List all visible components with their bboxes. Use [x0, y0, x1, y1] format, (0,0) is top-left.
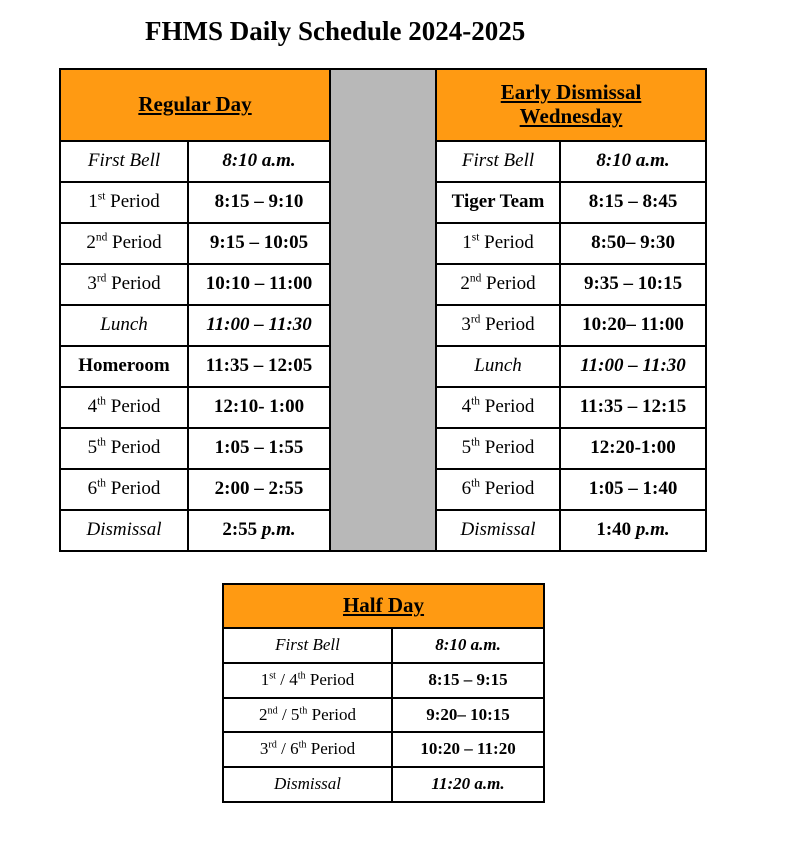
regular-time-cell	[188, 223, 330, 264]
half-time-cell	[392, 663, 544, 698]
regular-time-cell	[188, 346, 330, 387]
half-time-cell	[392, 767, 544, 802]
period-number: 5	[87, 437, 98, 459]
time-suffix: p.m.	[257, 519, 296, 541]
time-value: 9:20– 10:15	[426, 704, 510, 724]
time-value: 10:10 – 11:00	[205, 273, 313, 295]
regular-time-cell	[188, 469, 330, 510]
time-value: 9:35 – 10:15	[583, 273, 683, 295]
early-label-cell	[436, 141, 560, 182]
period-label: Period	[106, 273, 161, 295]
ordinal-suffix: th	[298, 739, 307, 751]
half-label-cell	[223, 628, 392, 663]
early-label-cell	[436, 469, 560, 510]
period-label: Period	[106, 478, 161, 500]
ordinal-suffix: rd	[268, 739, 277, 751]
main-schedule-table	[59, 68, 707, 552]
time-value: 11:00 – 11:30	[580, 355, 686, 377]
period-number: 2	[460, 273, 470, 295]
ordinal-suffix: rd	[96, 272, 107, 285]
header-row	[60, 69, 706, 141]
time-value: 12:20-1:00	[590, 437, 676, 459]
half-label-cell	[223, 767, 392, 802]
early-time-cell	[560, 387, 706, 428]
event-label: First Bell	[275, 635, 340, 655]
event-label: Lunch	[100, 314, 148, 336]
half-time-cell	[392, 698, 544, 733]
period-number: 1	[462, 232, 472, 254]
half-day-body	[223, 584, 544, 802]
regular-day-title: Regular Day	[138, 92, 252, 117]
time-value: 12:10- 1:00	[213, 396, 305, 418]
early-label-cell	[436, 428, 560, 469]
event-label: First Bell	[87, 150, 161, 172]
period-number: 4	[87, 396, 98, 418]
period-label: Period	[107, 232, 162, 254]
time-value: 1:05 – 1:55	[214, 437, 304, 459]
event-label: Dismissal	[460, 519, 536, 541]
time-value: 9:15 – 10:05	[209, 232, 309, 254]
period-number: 3	[259, 739, 269, 759]
time-value: 8:15 – 8:45	[588, 191, 678, 213]
regular-time-cell	[188, 510, 330, 551]
early-label-cell	[436, 387, 560, 428]
regular-label-cell	[60, 387, 188, 428]
page-title: FHMS Daily Schedule 2024-2025	[145, 16, 526, 46]
early-time-cell	[560, 264, 706, 305]
event-label: First Bell	[461, 150, 535, 172]
ordinal-suffix: th	[471, 477, 481, 490]
ordinal-suffix: rd	[470, 313, 481, 326]
ordinal-suffix: th	[299, 704, 308, 716]
time-value: 11:00 – 11:30	[206, 314, 312, 336]
early-label-cell	[436, 510, 560, 551]
time-value: 8:50– 9:30	[591, 232, 675, 254]
event-label: Dismissal	[86, 519, 162, 541]
regular-label-cell	[60, 428, 188, 469]
ordinal-suffix: st	[97, 190, 106, 203]
period-label: Period	[480, 478, 535, 500]
early-time-cell	[560, 305, 706, 346]
main-schedule-body	[60, 69, 706, 551]
regular-time-cell	[188, 428, 330, 469]
time-value: 8:10 a.m.	[222, 150, 296, 172]
event-label: Lunch	[474, 355, 522, 377]
half-day-row	[223, 663, 544, 698]
regular-label-cell	[60, 182, 188, 223]
early-dismissal-title-line1: Early Dismissal	[500, 80, 642, 105]
period-separator: / 4	[275, 669, 298, 689]
event-label: Dismissal	[273, 774, 342, 794]
time-value: 2:55	[222, 519, 258, 541]
time-value: 2:00 – 2:55	[214, 478, 304, 500]
half-day-row	[223, 767, 544, 802]
regular-label-cell	[60, 510, 188, 551]
period-label: Period	[480, 396, 535, 418]
time-value: 8:10 a.m.	[435, 635, 501, 655]
ordinal-suffix: th	[97, 436, 106, 449]
regular-time-cell	[188, 264, 330, 305]
divider-column	[330, 69, 436, 551]
period-separator: / 6	[276, 739, 299, 759]
regular-label-cell	[60, 223, 188, 264]
period-label: Period	[480, 437, 535, 459]
time-value: 11:35 – 12:05	[205, 355, 313, 377]
ordinal-suffix: th	[471, 436, 481, 449]
early-label-cell	[436, 346, 560, 387]
ordinal-suffix: nd	[267, 704, 278, 716]
regular-time-cell	[188, 387, 330, 428]
period-label: Period	[479, 232, 534, 254]
period-label: Period	[306, 739, 356, 759]
period-number: 2	[86, 232, 96, 254]
period-number: 2	[259, 704, 268, 724]
period-number: 1	[88, 191, 98, 213]
period-label: Period	[305, 669, 355, 689]
early-time-cell	[560, 346, 706, 387]
regular-label-cell	[60, 305, 188, 346]
ordinal-suffix: st	[269, 670, 276, 682]
half-time-cell	[392, 732, 544, 767]
half-day-title: Half Day	[342, 593, 425, 618]
half-label-cell	[223, 663, 392, 698]
half-label-cell	[223, 698, 392, 733]
ordinal-suffix: th	[297, 670, 306, 682]
regular-day-header	[60, 69, 330, 141]
half-day-table	[222, 583, 545, 803]
time-value: 1:40	[596, 519, 632, 541]
regular-label-cell	[60, 141, 188, 182]
event-label: Tiger Team	[451, 191, 545, 213]
period-number: 5	[461, 437, 472, 459]
half-day-header-row	[223, 584, 544, 628]
time-value: 10:20– 11:00	[582, 314, 684, 336]
time-value: 11:20 a.m.	[431, 774, 505, 794]
ordinal-suffix: st	[471, 231, 480, 244]
early-label-cell	[436, 305, 560, 346]
half-time-cell	[392, 628, 544, 663]
event-label: Homeroom	[78, 355, 170, 377]
early-time-cell	[560, 182, 706, 223]
period-separator: / 5	[277, 704, 300, 724]
ordinal-suffix: th	[471, 395, 481, 408]
time-value: 10:20 – 11:20	[420, 739, 516, 759]
early-label-cell	[436, 182, 560, 223]
ordinal-suffix: nd	[469, 272, 482, 285]
period-label: Period	[106, 437, 161, 459]
period-number: 1	[260, 669, 270, 689]
early-label-cell	[436, 264, 560, 305]
regular-time-cell	[188, 305, 330, 346]
half-day-row	[223, 732, 544, 767]
early-time-cell	[560, 141, 706, 182]
early-time-cell	[560, 428, 706, 469]
period-number: 6	[87, 478, 98, 500]
half-day-row	[223, 698, 544, 733]
early-time-cell	[560, 469, 706, 510]
period-number: 6	[461, 478, 472, 500]
half-day-row	[223, 628, 544, 663]
period-label: Period	[481, 273, 536, 295]
regular-time-cell	[188, 141, 330, 182]
period-number: 3	[461, 314, 471, 336]
time-value: 11:35 – 12:15	[579, 396, 687, 418]
period-label: Period	[105, 191, 160, 213]
time-value: 8:15 – 9:15	[428, 669, 508, 689]
time-suffix: p.m.	[631, 519, 670, 541]
period-number: 4	[461, 396, 472, 418]
half-day-header	[223, 584, 544, 628]
period-label: Period	[307, 704, 356, 724]
early-time-cell	[560, 223, 706, 264]
early-dismissal-title-line2: Wednesday	[519, 104, 623, 128]
time-value: 8:10 a.m.	[596, 150, 670, 172]
early-label-cell	[436, 223, 560, 264]
ordinal-suffix: th	[97, 477, 106, 490]
regular-label-cell	[60, 469, 188, 510]
regular-label-cell	[60, 346, 188, 387]
early-dismissal-header	[436, 69, 706, 141]
time-value: 8:15 – 9:10	[214, 191, 304, 213]
regular-time-cell	[188, 182, 330, 223]
period-number: 3	[87, 273, 97, 295]
period-label: Period	[480, 314, 535, 336]
early-time-cell	[560, 510, 706, 551]
time-value: 1:05 – 1:40	[588, 478, 678, 500]
regular-label-cell	[60, 264, 188, 305]
half-label-cell	[223, 732, 392, 767]
ordinal-suffix: nd	[95, 231, 108, 244]
ordinal-suffix: th	[97, 395, 106, 408]
period-label: Period	[106, 396, 161, 418]
